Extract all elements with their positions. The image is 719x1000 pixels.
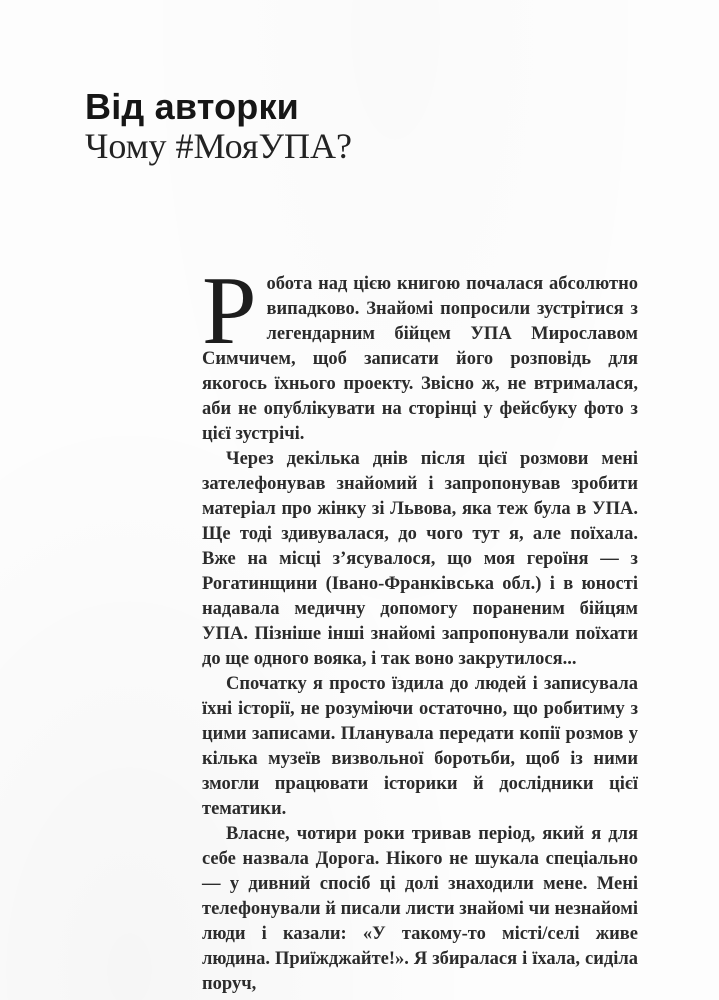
paragraph: Власне, чотири роки тривав період, який я для себе назвала Дорога. Нікого не шукала спеціально — у дивний спосіб ці долі знаходили мене. Мені телефонували й писали листи знайомі чи незнайомі люди і казали: «У такому-то місті/селі живе людина. Приїжджайте!». Я збиралася і їхала, сиділа поруч, <box>202 824 638 994</box>
chapter-heading <box>85 88 352 166</box>
paragraph: Спочатку я просто їздила до людей і записувала їхні історії, не розуміючи остаточно, що робитиму з цими записами. Планувала передати копії розмов у кілька музеїв визвольної боротьби, щоб із ними змогли працювати історики й дослідники цієї тематики. <box>202 674 638 819</box>
paragraph-text: обота над цією книгою почалася абсолютно випадково. Знайомі попросили зустрітися з легендарним бійцем УПА Мирославом Симчичем, щоб записати його розповідь для якогось їхнього проекту. Звісно ж, не втрималася, аби не опублікувати на сторінці у фейсбуку фото з цієї зустрічі. <box>202 274 638 444</box>
paragraph: Через декілька днів після цієї розмови мені зателефонував знайомий і запропонував зробити матеріал про жінку зі Львова, яка теж була в УПА. Ще тоді здивувалася, до чого тут я, але поїхала. Вже на місці з’ясувалося, що моя героїня — з Рогатинщини (Івано-Франківська обл.) і в юності надавала медичну допомогу пораненим бійцям УПА. Пізніше інші знайомі запропонували поїхати до ще одного вояка, і так воно закрутилося... <box>202 449 638 669</box>
chapter-title: Від авторки <box>85 86 300 127</box>
drop-cap-letter: Р <box>202 257 257 365</box>
body-text-column <box>202 257 638 997</box>
paragraph <box>202 257 638 447</box>
chapter-subtitle: Чому #МояУПА? <box>85 126 352 166</box>
